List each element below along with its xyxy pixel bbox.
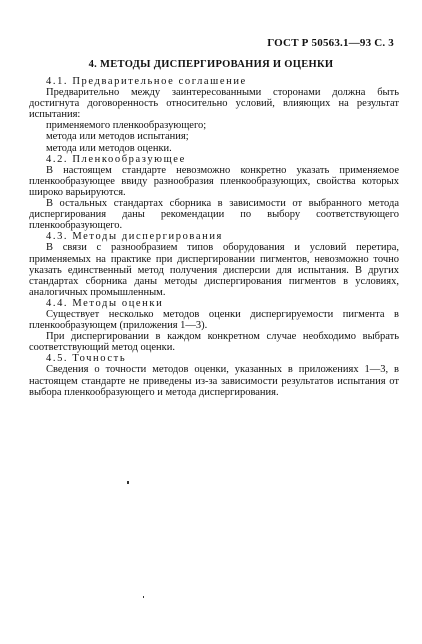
paragraph: При диспергировании в каждом конкретном случае необходимо выбрать соответствующий метод оценки. <box>29 331 399 354</box>
section-title: 4. МЕТОДЫ ДИСПЕРГИРОВАНИЯ И ОЦЕНКИ <box>88 59 334 70</box>
scan-speck <box>143 596 144 598</box>
scan-speck <box>127 481 129 484</box>
page-header: ГОСТ Р 50563.1—93 С. 3 <box>267 37 394 49</box>
paragraph: Предварительно между заинтересованными сторонами должна быть достигнута договоренность относительно условий, влияющих на результат испытания: <box>29 87 399 121</box>
paragraph: В связи с разнообразием типов оборудования и условий перетира, применяемых на практике при диспергировании пигментов, невозможно точно указать единственный метод получения дисперсии для испытания. В других стандартах сборника даны методы диспергирования пигментов в условиях, аналогичных промышленным. <box>29 242 399 298</box>
list-item: метода или методов оценки. <box>46 142 172 154</box>
paragraph: Существует несколько методов оценки диспергируемости пигмента в пленкообразующем (приложения 1—3). <box>29 308 399 332</box>
document-body <box>29 76 399 398</box>
subsection-heading: 4.3. Методы диспергирования <box>46 231 223 243</box>
subsection-heading: 4.5. Точность <box>46 353 127 365</box>
list-item: метода или методов испытания; <box>46 131 189 143</box>
list-item: применяемого пленкообразующего; <box>46 120 207 132</box>
paragraph: В настоящем стандарте невозможно конкретно указать применяемое пленкообразующее ввиду разнообразия пленкообразующих, свойства которых широко варьируются. <box>29 164 399 198</box>
paragraph: В остальных стандартах сборника в зависимости от выбранного метода диспергирования даны рекомендации по выбору соответствующего пленкообразующего. <box>29 198 399 232</box>
paragraph: Сведения о точности методов оценки, указанных в приложениях 1—3, в настоящем стандарте не приведены из-за зависимости результатов испытания от выбора пленкообразующего и метода диспергирования. <box>29 364 399 398</box>
subsection-heading: 4.1. Предварительное соглашение <box>46 76 247 87</box>
subsection-heading: 4.2. Пленкообразующее <box>46 153 186 165</box>
subsection-heading: 4.4. Методы оценки <box>46 297 164 309</box>
